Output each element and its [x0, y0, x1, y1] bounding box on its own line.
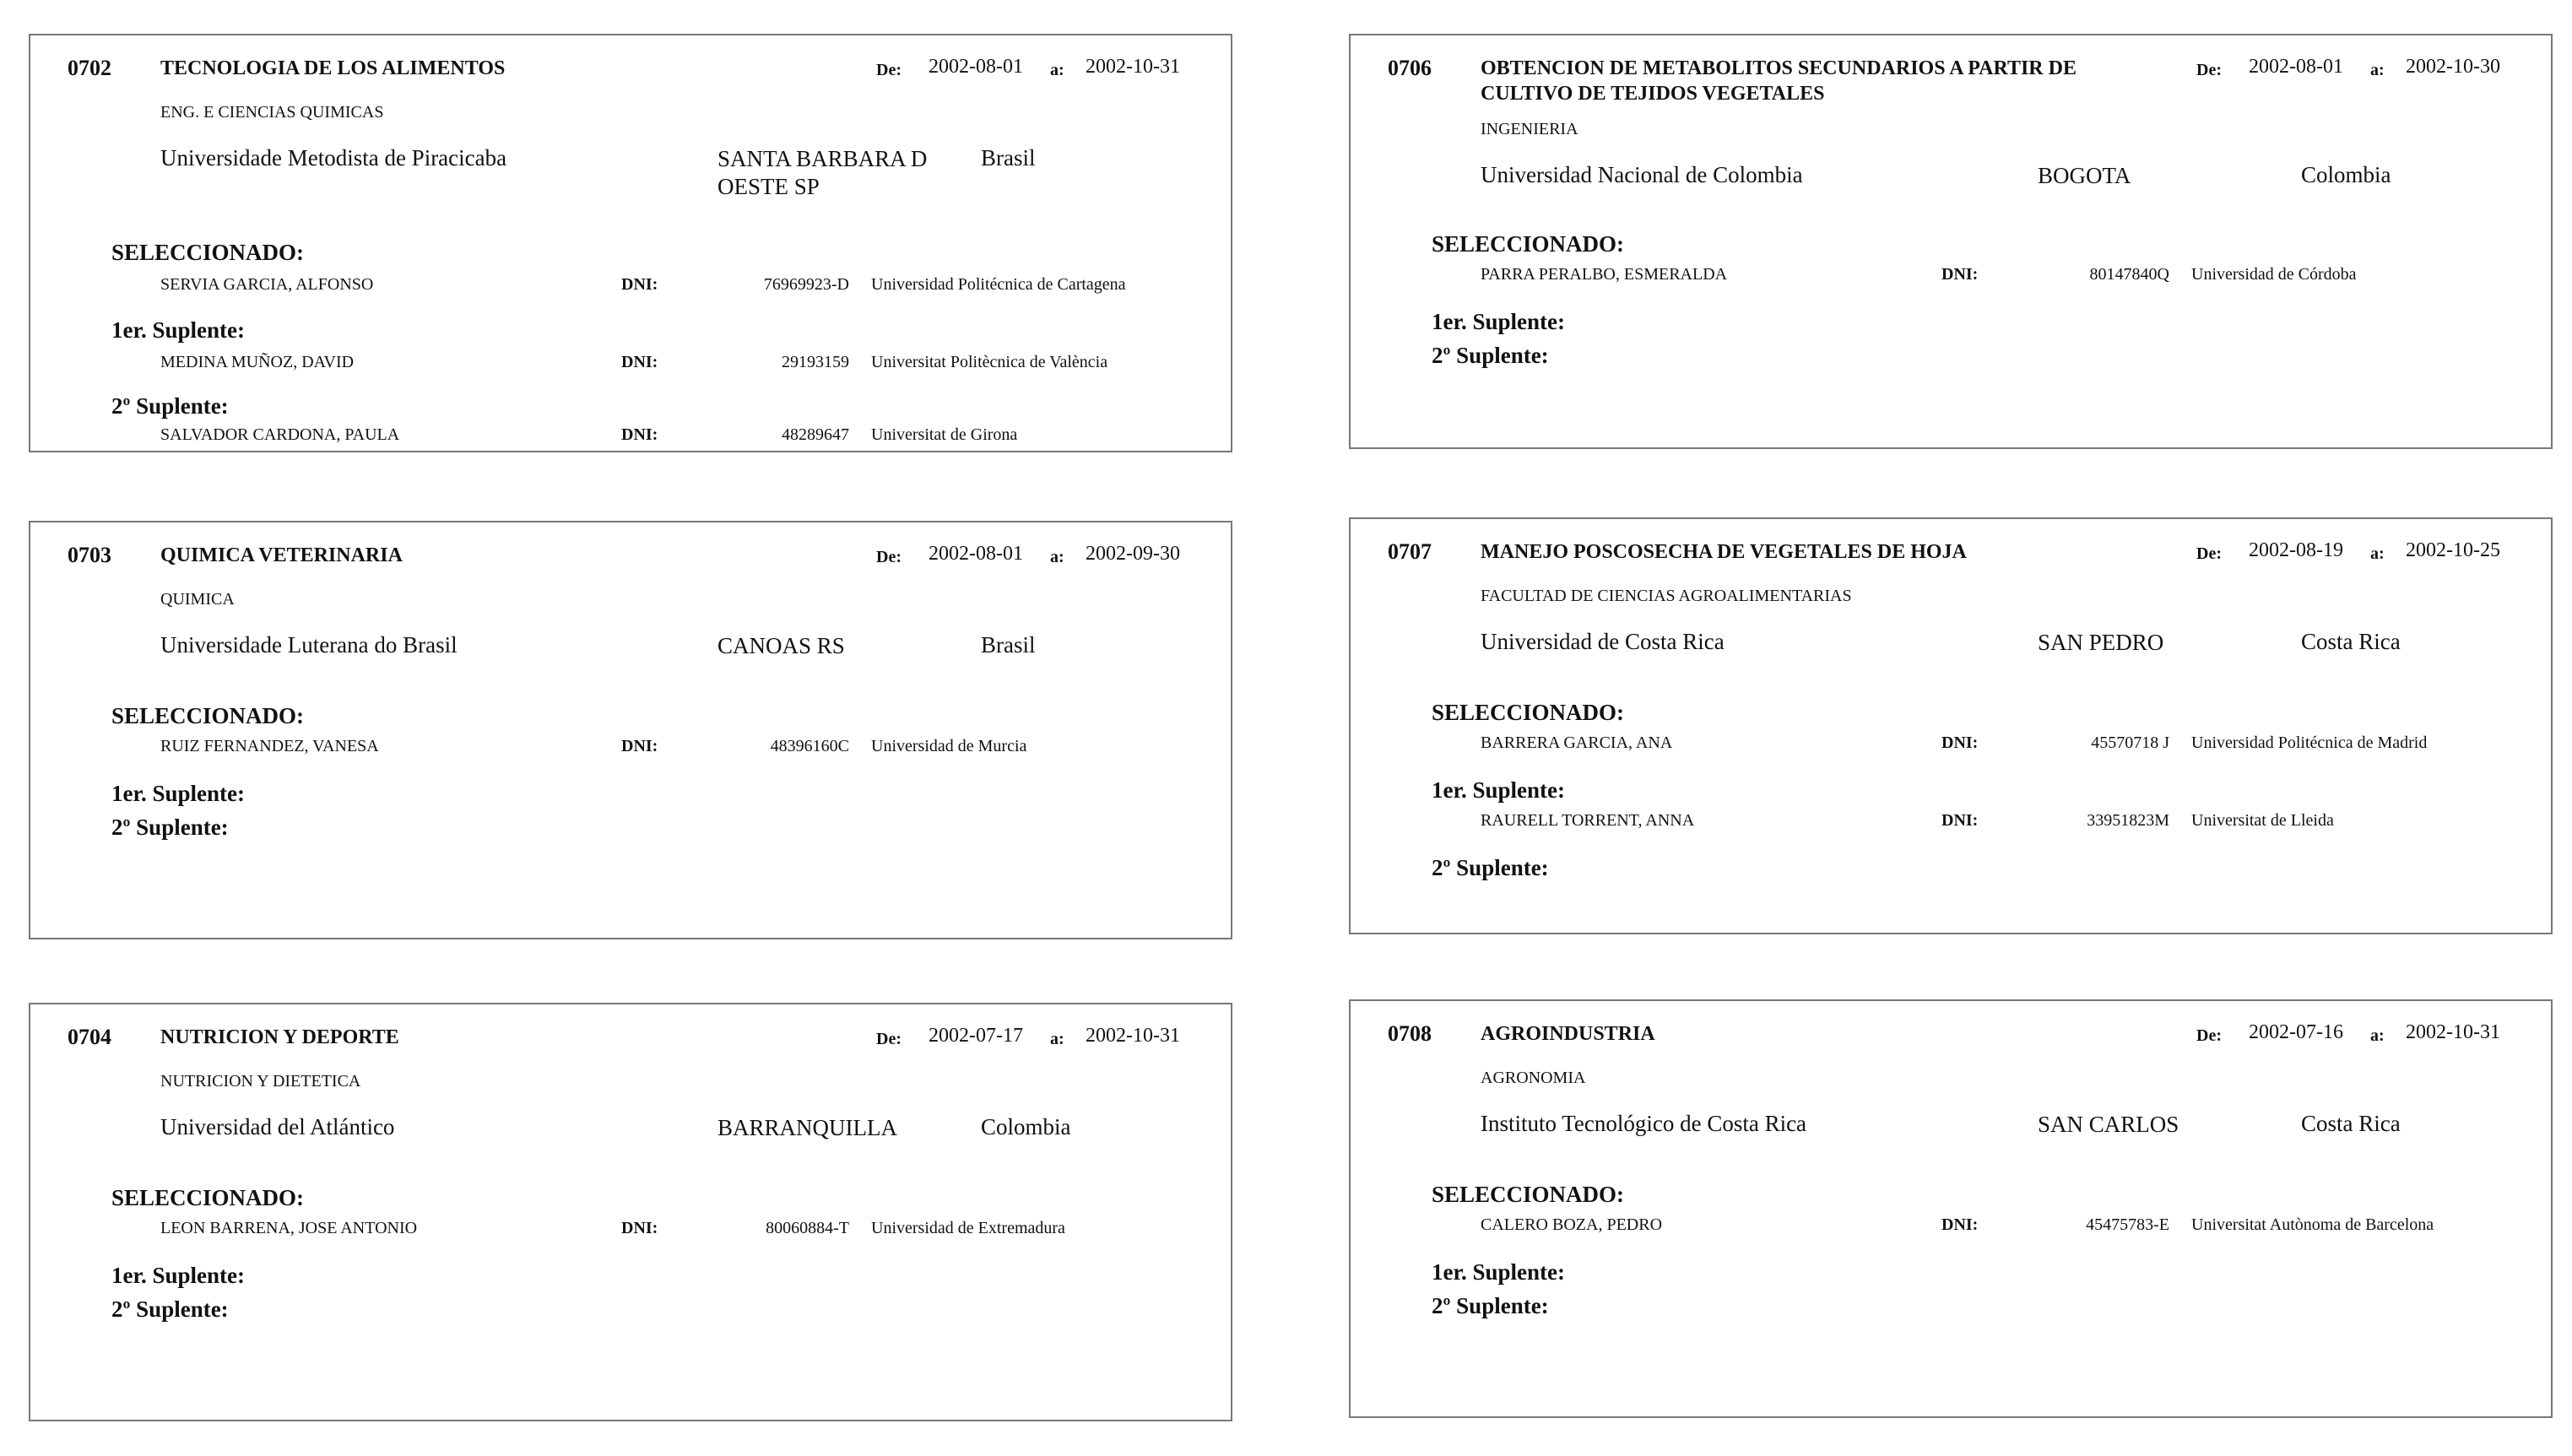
selected-label: SELECCIONADO:	[111, 1185, 305, 1210]
from-label: De:	[876, 61, 902, 79]
to-date: 2002-10-31	[1086, 56, 1180, 78]
substitute1-label: 1er. Suplente:	[111, 1263, 246, 1288]
substitute1-institution: Universitat de Lleida	[2191, 811, 2334, 830]
to-label: a:	[2370, 61, 2385, 79]
to-date: 2002-09-30	[1086, 543, 1180, 565]
selected-dni: 45475783-E	[2086, 1215, 2169, 1234]
card-0704	[29, 1003, 1232, 1421]
substitute2-label: 2º Suplente:	[111, 815, 229, 840]
selected-institution: Universidad de Murcia	[871, 737, 1027, 755]
substitute1-dni: 33951823M	[2087, 811, 2169, 830]
dni-label: DNI:	[621, 275, 658, 294]
dni-label: DNI:	[621, 425, 658, 444]
selected-dni: 76969923-D	[763, 275, 849, 294]
substitute2-label: 2º Suplente:	[1432, 855, 1549, 880]
university: Universidade Luterana do Brasil	[160, 632, 458, 658]
selected-label: SELECCIONADO:	[1432, 231, 1625, 257]
substitute2-label: 2º Suplente:	[1432, 343, 1549, 368]
selected-institution: Universidad Politécnica de Cartagena	[871, 275, 1126, 294]
substitute2-institution: Universitat de Girona	[871, 425, 1018, 444]
city: SAN CARLOS	[2038, 1112, 2179, 1137]
substitute2-dni: 48289647	[782, 425, 849, 444]
selected-name: PARRA PERALBO, ESMERALDA	[1481, 265, 1728, 284]
selected-name: BARRERA GARCIA, ANA	[1481, 733, 1673, 752]
substitute1-label: 1er. Suplente:	[1432, 309, 1566, 334]
to-label: a:	[1050, 548, 1064, 566]
selected-label: SELECCIONADO:	[1432, 1182, 1625, 1207]
substitute2-label: 2º Suplente:	[111, 1296, 229, 1322]
to-date: 2002-10-30	[2406, 56, 2500, 78]
substitute1-institution: Universitat Politècnica de València	[871, 353, 1108, 371]
substitute2-name: SALVADOR CARDONA, PAULA	[160, 425, 400, 444]
selected-name: CALERO BOZA, PEDRO	[1481, 1215, 1663, 1234]
university: Universidade Metodista de Piracicaba	[160, 145, 507, 170]
substitute2-label: 2º Suplente:	[111, 393, 229, 419]
dni-label: DNI:	[1941, 265, 1979, 284]
card-code: 0703	[68, 543, 111, 567]
to-date: 2002-10-25	[2406, 539, 2500, 561]
card-title: AGROINDUSTRIA	[1481, 1023, 1655, 1045]
department: FACULTAD DE CIENCIAS AGROALIMENTARIAS	[1481, 587, 1852, 605]
substitute2-label: 2º Suplente:	[1432, 1293, 1549, 1318]
from-label: De:	[2196, 61, 2222, 79]
card-code: 0708	[1388, 1021, 1432, 1046]
selected-label: SELECCIONADO:	[111, 240, 305, 265]
card-title: OBTENCION DE METABOLITOS SECUNDARIOS A PARTIR DE CULTIVO DE TEJIDOS VEGETALES	[1481, 57, 2077, 105]
to-label: a:	[2370, 544, 2385, 563]
from-label: De:	[876, 548, 902, 566]
dni-label: DNI:	[1941, 733, 1979, 752]
substitute1-label: 1er. Suplente:	[1432, 1259, 1566, 1285]
card-code: 0707	[1388, 539, 1432, 564]
to-date: 2002-10-31	[2406, 1021, 2500, 1043]
to-label: a:	[2370, 1026, 2385, 1045]
card-title: NUTRICION Y DEPORTE	[160, 1026, 399, 1048]
card-0702	[29, 34, 1232, 452]
card-0708	[1349, 999, 2553, 1418]
selected-institution: Universidad Politécnica de Madrid	[2191, 733, 2428, 752]
city: BOGOTA	[2038, 163, 2131, 188]
substitute1-name: MEDINA MUÑOZ, DAVID	[160, 353, 355, 371]
university: Instituto Tecnológico de Costa Rica	[1481, 1111, 1807, 1136]
card-code: 0702	[68, 56, 111, 80]
selected-institution: Universitat Autònoma de Barcelona	[2191, 1215, 2434, 1234]
country: Colombia	[981, 1114, 1071, 1139]
department: AGRONOMIA	[1481, 1069, 1586, 1087]
department: ENG. E CIENCIAS QUIMICAS	[160, 103, 384, 122]
card-0703	[29, 521, 1232, 939]
city: SANTA BARBARA D OESTE SP	[717, 146, 928, 199]
dni-label: DNI:	[1941, 811, 1979, 830]
country: Costa Rica	[2301, 1111, 2401, 1136]
to-date: 2002-10-31	[1086, 1025, 1180, 1047]
selected-dni: 80060884-T	[766, 1219, 849, 1237]
card-title: TECNOLOGIA DE LOS ALIMENTOS	[160, 57, 506, 79]
selected-institution: Universidad de Córdoba	[2191, 265, 2357, 284]
selected-name: RUIZ FERNANDEZ, VANESA	[160, 737, 379, 755]
from-date: 2002-07-17	[929, 1025, 1023, 1047]
card-code: 0704	[68, 1025, 111, 1049]
card-0706	[1349, 34, 2553, 449]
selected-label: SELECCIONADO:	[1432, 700, 1625, 725]
selected-dni: 80147840Q	[2089, 265, 2169, 284]
from-date: 2002-08-01	[929, 543, 1023, 565]
country: Colombia	[2301, 162, 2391, 187]
selected-dni: 48396160C	[770, 737, 849, 755]
card-title: MANEJO POSCOSECHA DE VEGETALES DE HOJA	[1481, 541, 1967, 563]
from-date: 2002-08-01	[2249, 56, 2343, 78]
department: QUIMICA	[160, 590, 235, 609]
from-date: 2002-07-16	[2249, 1021, 2343, 1043]
to-label: a:	[1050, 61, 1064, 79]
university: Universidad de Costa Rica	[1481, 629, 1725, 654]
card-0707	[1349, 517, 2553, 934]
card-title: QUIMICA VETERINARIA	[160, 544, 403, 566]
dni-label: DNI:	[1941, 1215, 1979, 1234]
department: NUTRICION Y DIETETICA	[160, 1072, 361, 1091]
country: Costa Rica	[2301, 629, 2401, 654]
country: Brasil	[981, 145, 1036, 170]
from-date: 2002-08-01	[929, 56, 1023, 78]
to-label: a:	[1050, 1030, 1064, 1048]
university: Universidad Nacional de Colombia	[1481, 162, 1803, 187]
from-label: De:	[2196, 1026, 2222, 1045]
university: Universidad del Atlántico	[160, 1114, 395, 1139]
from-label: De:	[2196, 544, 2222, 563]
substitute1-label: 1er. Suplente:	[1432, 777, 1566, 803]
selected-name: SERVIA GARCIA, ALFONSO	[160, 275, 374, 294]
substitute1-label: 1er. Suplente:	[111, 781, 246, 806]
country: Brasil	[981, 632, 1036, 658]
selected-name: LEON BARRENA, JOSE ANTONIO	[160, 1219, 418, 1237]
substitute1-name: RAURELL TORRENT, ANNA	[1481, 811, 1695, 830]
city: CANOAS RS	[717, 633, 845, 658]
dni-label: DNI:	[621, 353, 658, 371]
selected-label: SELECCIONADO:	[111, 703, 305, 728]
selected-dni: 45570718 J	[2091, 733, 2169, 752]
substitute1-label: 1er. Suplente:	[111, 317, 246, 343]
selected-institution: Universidad de Extremadura	[871, 1219, 1065, 1237]
card-code: 0706	[1388, 56, 1432, 80]
from-label: De:	[876, 1030, 902, 1048]
department: INGENIERIA	[1481, 120, 1578, 138]
city: SAN PEDRO	[2038, 630, 2164, 655]
dni-label: DNI:	[621, 1219, 658, 1237]
substitute1-dni: 29193159	[782, 353, 849, 371]
from-date: 2002-08-19	[2249, 539, 2343, 561]
dni-label: DNI:	[621, 737, 658, 755]
city: BARRANQUILLA	[717, 1115, 897, 1140]
